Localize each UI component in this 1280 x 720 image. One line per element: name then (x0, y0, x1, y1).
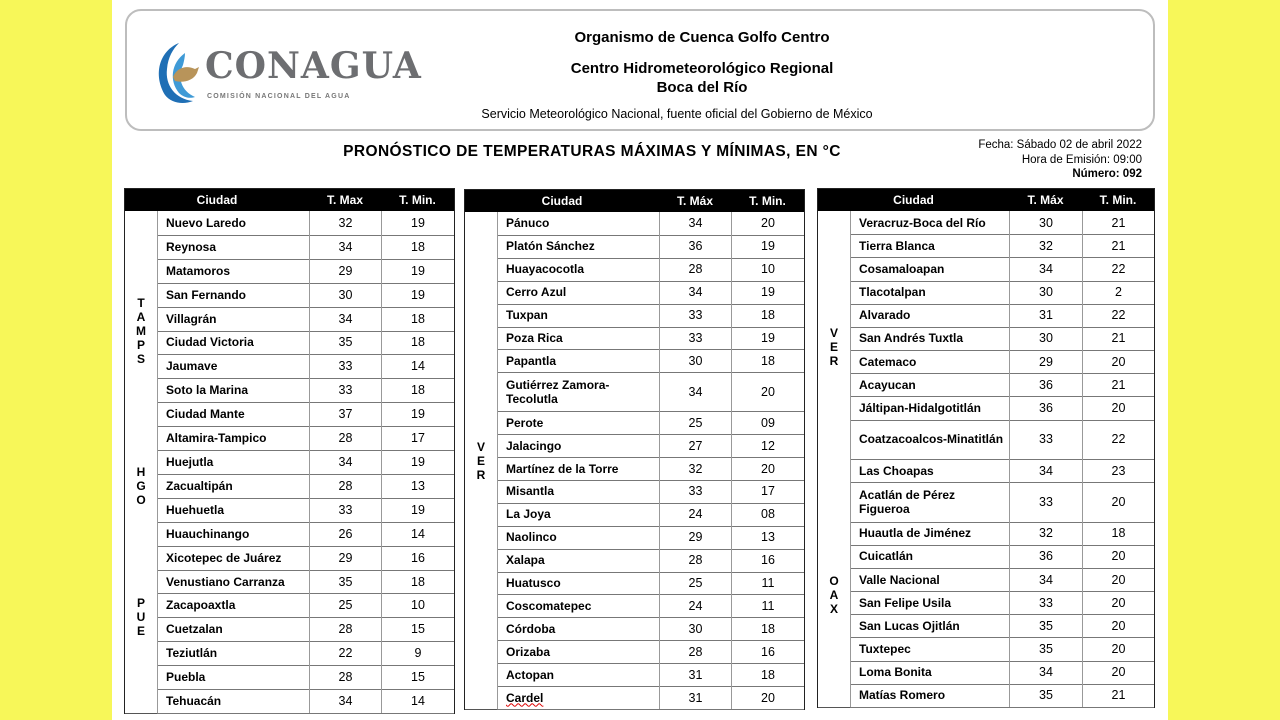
city-name: Cerro Azul (506, 285, 567, 300)
temp-max: 24 (659, 503, 731, 526)
temp-min: 19 (731, 235, 804, 258)
city-name: Actopan (506, 667, 554, 682)
city-name: Alvarado (859, 308, 911, 323)
table-row (497, 503, 804, 527)
temp-min: 20 (1082, 614, 1154, 637)
temp-min: 16 (731, 640, 804, 663)
temp-max: 33 (659, 327, 731, 350)
temp-max: 28 (659, 549, 731, 572)
city-name: Gutiérrez Zamora-Tecolutla (506, 377, 610, 406)
temp-min: 19 (381, 498, 454, 522)
city-name: Martínez de la Torre (506, 461, 619, 476)
header-tmax: T. Máx (1027, 193, 1064, 207)
temp-max: 28 (659, 640, 731, 663)
state-label: V E R (465, 212, 498, 710)
temp-max: 32 (1009, 522, 1082, 545)
city-name: Zacualtipán (166, 478, 233, 493)
temp-max: 30 (659, 617, 731, 640)
city-name: Tierra Blanca (859, 238, 935, 253)
temp-min: 19 (381, 259, 454, 283)
city-name: Villagrán (166, 311, 217, 326)
forecast-table-left (124, 188, 455, 714)
table-row (850, 420, 1154, 460)
table-row (157, 546, 454, 571)
table-row (497, 480, 804, 504)
temp-max: 34 (659, 281, 731, 304)
temp-max: 33 (659, 304, 731, 327)
temp-max: 34 (1009, 568, 1082, 591)
temp-min: 08 (731, 503, 804, 526)
table-row (497, 411, 804, 435)
temp-max: 31 (659, 663, 731, 686)
temp-max: 30 (1009, 327, 1082, 350)
city-name: Platón Sánchez (506, 239, 595, 254)
temp-min: 20 (731, 457, 804, 480)
temp-max: 33 (309, 498, 381, 522)
city-name: Orizaba (506, 644, 551, 659)
city-name: Reynosa (166, 239, 217, 254)
state-label: H G O (125, 450, 158, 523)
city-name: San Fernando (166, 287, 247, 302)
temp-min: 20 (1082, 350, 1154, 373)
table-row (157, 665, 454, 690)
city-name: Tlacotalpan (859, 285, 926, 300)
temp-min: 16 (381, 546, 454, 570)
temp-min: 21 (1082, 373, 1154, 396)
city-name: Tuxtepec (859, 642, 911, 657)
temp-max: 33 (1009, 420, 1082, 459)
temp-max: 29 (659, 526, 731, 549)
city-name: San Felipe Usila (859, 595, 952, 610)
temp-min: 20 (1082, 482, 1154, 521)
table-row (157, 402, 454, 427)
city-name: Matías Romero (859, 688, 946, 703)
table-row (157, 617, 454, 642)
temp-max: 25 (659, 411, 731, 434)
logo-wordmark: CONAGUA (205, 45, 422, 87)
temp-min: 2 (1082, 281, 1154, 304)
city-name: Teziutlán (166, 646, 218, 661)
issue-number: Número: 092 (1072, 168, 1142, 180)
temp-max: 32 (1009, 234, 1082, 257)
issue-date: Fecha: Sábado 02 de abril 2022 (978, 139, 1142, 151)
city-name: Huauchinango (166, 526, 250, 541)
temp-min: 18 (731, 617, 804, 640)
header-city: Ciudad (541, 194, 583, 208)
temp-max: 28 (309, 474, 381, 498)
service-tagline: Servicio Meteorológico Nacional, fuente oficial del Gobierno de México (481, 107, 873, 121)
table-row (850, 637, 1154, 661)
table-row (497, 526, 804, 550)
table-row (157, 426, 454, 451)
table-header (465, 190, 804, 212)
temp-max: 34 (659, 212, 731, 235)
city-name: Nuevo Laredo (166, 215, 247, 230)
temp-min: 18 (731, 663, 804, 686)
city-name: Coatzacoalcos-Minatitlán (859, 432, 1004, 447)
center-location: Boca del Río (656, 79, 748, 96)
temp-min: 13 (731, 526, 804, 549)
table-row (157, 522, 454, 547)
temp-min: 19 (381, 402, 454, 426)
city-name: Perote (506, 415, 544, 430)
city-name: Naolinco (506, 530, 557, 545)
document-sheet (112, 0, 1168, 720)
temp-min: 14 (381, 689, 454, 713)
table-row (497, 349, 804, 373)
temp-min: 20 (731, 372, 804, 411)
city-name: Valle Nacional (859, 572, 940, 587)
table-row (850, 614, 1154, 638)
city-name: Pánuco (506, 216, 550, 231)
table-row (497, 572, 804, 596)
temp-min: 23 (1082, 459, 1154, 482)
table-row (497, 434, 804, 458)
city-name: Jaumave (166, 359, 218, 374)
city-name: Tehuacán (166, 694, 222, 709)
header-tmax: T. Máx (676, 194, 713, 208)
temp-max: 33 (309, 378, 381, 402)
temp-min: 12 (731, 434, 804, 457)
temp-min: 14 (381, 354, 454, 378)
temp-min: 18 (381, 570, 454, 594)
table-row (497, 617, 804, 641)
table-row (850, 304, 1154, 328)
table-row (497, 258, 804, 282)
table-row (497, 594, 804, 618)
temp-min: 19 (381, 450, 454, 474)
table-row (157, 570, 454, 595)
city-name: Puebla (166, 670, 206, 685)
temp-min: 22 (1082, 420, 1154, 459)
city-name: Xalapa (506, 553, 545, 568)
city-name: Zacapoaxtla (166, 598, 236, 613)
city-name: Poza Rica (506, 330, 563, 345)
table-header (125, 189, 454, 211)
temp-min: 14 (381, 522, 454, 546)
table-row (497, 549, 804, 573)
temp-min: 18 (381, 378, 454, 402)
header-tmax: T. Max (326, 193, 363, 207)
temp-min: 11 (731, 572, 804, 595)
temp-min: 10 (381, 593, 454, 617)
city-name: Jalacingo (506, 438, 562, 453)
temp-min: 20 (1082, 568, 1154, 591)
table-row (157, 259, 454, 284)
city-name: Loma Bonita (859, 665, 932, 680)
table-row (497, 372, 804, 412)
temp-min: 21 (1082, 327, 1154, 350)
table-row (850, 482, 1154, 522)
temp-max: 34 (309, 307, 381, 331)
temp-max: 29 (309, 546, 381, 570)
city-name: Huejutla (166, 454, 214, 469)
city-name: Cuetzalan (166, 622, 223, 637)
temp-max: 36 (1009, 545, 1082, 568)
temp-min: 18 (731, 349, 804, 372)
state-label: O A X (818, 482, 851, 708)
temp-min: 15 (381, 665, 454, 689)
temp-max: 28 (659, 258, 731, 281)
temp-max: 27 (659, 434, 731, 457)
table-row (157, 641, 454, 666)
header-box (125, 9, 1155, 131)
city-name: Córdoba (506, 621, 556, 636)
city-name: Misantla (506, 484, 555, 499)
city-name: Huayacocotla (506, 262, 585, 277)
temp-min: 18 (381, 331, 454, 355)
temp-min: 16 (731, 549, 804, 572)
temp-max: 30 (659, 349, 731, 372)
city-name: Acatlán de Pérez Figueroa (859, 487, 956, 516)
table-row (497, 457, 804, 481)
temp-max: 36 (659, 235, 731, 258)
city-name: Coscomatepec (506, 598, 592, 613)
city-name: Soto la Marina (166, 383, 249, 398)
temp-max: 29 (309, 259, 381, 283)
table-row (497, 212, 804, 236)
header-city: Ciudad (196, 193, 238, 207)
city-name: Tuxpan (506, 308, 548, 323)
temp-max: 36 (1009, 396, 1082, 419)
temp-max: 24 (659, 594, 731, 617)
temp-max: 35 (1009, 637, 1082, 660)
temp-min: 9 (381, 641, 454, 665)
table-row (850, 234, 1154, 258)
table-row (157, 283, 454, 308)
table-row (157, 235, 454, 260)
city-name: Cardel (506, 690, 544, 705)
temp-max: 34 (1009, 459, 1082, 482)
temp-min: 22 (1082, 304, 1154, 327)
temp-min: 20 (1082, 545, 1154, 568)
temp-max: 26 (309, 522, 381, 546)
city-name: Huatusco (506, 576, 561, 591)
center-name: Centro Hidrometeorológico Regional (570, 60, 834, 77)
temp-min: 19 (381, 283, 454, 307)
temp-min: 21 (1082, 211, 1154, 234)
temp-max: 22 (309, 641, 381, 665)
city-name: La Joya (506, 507, 551, 522)
temp-min: 21 (1082, 234, 1154, 257)
temp-max: 31 (1009, 304, 1082, 327)
temp-min: 19 (731, 327, 804, 350)
table-row (157, 450, 454, 475)
table-header (818, 189, 1154, 211)
city-name: Cosamaloapan (859, 261, 945, 276)
header-tmin: T. Min. (399, 193, 436, 207)
table-row (497, 663, 804, 687)
forecast-table-middle (464, 189, 805, 710)
temp-min: 17 (731, 480, 804, 503)
table-row (850, 661, 1154, 685)
temp-min: 17 (381, 426, 454, 450)
temp-max: 28 (309, 617, 381, 641)
temp-min: 11 (731, 594, 804, 617)
temp-min: 13 (381, 474, 454, 498)
temp-max: 34 (1009, 257, 1082, 280)
temp-min: 18 (381, 307, 454, 331)
issue-time: Hora de Emisión: 09:00 (1021, 154, 1142, 166)
temp-min: 20 (731, 212, 804, 235)
table-row (850, 396, 1154, 420)
temp-max: 30 (1009, 211, 1082, 234)
table-row (850, 459, 1154, 483)
city-name: Catemaco (859, 354, 917, 369)
temp-max: 29 (1009, 350, 1082, 373)
temp-max: 33 (1009, 591, 1082, 614)
city-name: Veracruz-Boca del Río (859, 215, 986, 230)
table-row (850, 257, 1154, 281)
city-name: Huehuetla (166, 502, 225, 517)
table-row (497, 327, 804, 351)
temp-min: 20 (1082, 396, 1154, 419)
temp-max: 31 (659, 686, 731, 709)
temp-max: 36 (1009, 373, 1082, 396)
temp-max: 25 (309, 593, 381, 617)
temp-min: 09 (731, 411, 804, 434)
temp-max: 35 (309, 331, 381, 355)
temp-min: 18 (731, 304, 804, 327)
temp-max: 30 (309, 283, 381, 307)
temp-min: 20 (1082, 591, 1154, 614)
city-name: Cuicatlán (859, 549, 914, 564)
table-row (157, 689, 454, 714)
temp-max: 34 (309, 450, 381, 474)
header-tmin: T. Min. (1099, 193, 1137, 207)
city-name: Venustiano Carranza (166, 574, 285, 589)
table-row (850, 684, 1154, 708)
temp-max: 35 (1009, 614, 1082, 637)
temp-min: 15 (381, 617, 454, 641)
table-row (497, 686, 804, 710)
temp-min: 21 (1082, 684, 1154, 707)
temp-max: 30 (1009, 281, 1082, 304)
city-name: San Andrés Tuxtla (859, 331, 964, 346)
temp-max: 35 (1009, 684, 1082, 707)
temp-max: 32 (659, 457, 731, 480)
page-title: PRONÓSTICO DE TEMPERATURAS MÁXIMAS Y MÍNIMAS, EN °C (343, 143, 841, 160)
state-label: V E R (818, 211, 851, 483)
city-name: Matamoros (166, 263, 231, 278)
temp-min: 10 (731, 258, 804, 281)
table-row (850, 281, 1154, 305)
temp-max: 35 (309, 570, 381, 594)
table-row (157, 498, 454, 523)
city-name: Acayucan (859, 377, 916, 392)
temp-min: 18 (1082, 522, 1154, 545)
temp-min: 20 (1082, 661, 1154, 684)
temp-max: 34 (659, 372, 731, 411)
table-row (157, 354, 454, 379)
city-name: Ciudad Mante (166, 407, 245, 422)
city-name: Papantla (506, 353, 557, 368)
table-row (850, 327, 1154, 351)
table-row (497, 304, 804, 328)
table-row (497, 235, 804, 259)
temp-max: 34 (309, 235, 381, 259)
table-row (157, 211, 454, 236)
temp-min: 20 (731, 686, 804, 709)
city-name: Ciudad Victoria (166, 335, 254, 350)
temp-max: 28 (309, 665, 381, 689)
table-row (850, 211, 1154, 235)
temp-max: 33 (309, 354, 381, 378)
table-row (850, 591, 1154, 615)
city-name: Jáltipan-Hidalgotitlán (859, 400, 982, 415)
table-row (497, 281, 804, 305)
table-row (850, 373, 1154, 397)
header-tmin: T. Min. (749, 194, 786, 208)
temp-min: 20 (1082, 637, 1154, 660)
city-name: Las Choapas (859, 463, 934, 478)
temp-min: 19 (381, 211, 454, 235)
organism-name: Organismo de Cuenca Golfo Centro (574, 29, 830, 46)
conagua-emblem-icon (149, 37, 205, 107)
temp-max: 37 (309, 402, 381, 426)
temp-max: 33 (659, 480, 731, 503)
conagua-logo (149, 37, 422, 107)
city-name: Xicotepec de Juárez (166, 550, 282, 565)
table-row (157, 331, 454, 356)
city-name: Altamira-Tampico (166, 431, 267, 446)
forecast-table-right (817, 188, 1155, 708)
temp-max: 34 (1009, 661, 1082, 684)
table-row (157, 593, 454, 618)
table-row (850, 568, 1154, 592)
temp-max: 28 (309, 426, 381, 450)
city-name: Huautla de Jiménez (859, 526, 972, 541)
table-row (157, 474, 454, 499)
temp-min: 18 (381, 235, 454, 259)
temp-min: 22 (1082, 257, 1154, 280)
table-row (157, 378, 454, 403)
state-label: P U E (125, 522, 158, 714)
table-row (497, 640, 804, 664)
table-row (157, 307, 454, 332)
temp-max: 25 (659, 572, 731, 595)
temp-min: 19 (731, 281, 804, 304)
temp-max: 32 (309, 211, 381, 235)
city-name: San Lucas Ojitlán (859, 618, 960, 633)
table-row (850, 545, 1154, 569)
temp-max: 34 (309, 689, 381, 713)
table-row (850, 522, 1154, 546)
logo-subtitle: COMISIÓN NACIONAL DEL AGUA (207, 93, 351, 100)
table-row (850, 350, 1154, 374)
temp-max: 33 (1009, 482, 1082, 521)
state-label: T A M P S (125, 211, 158, 451)
header-city: Ciudad (893, 193, 934, 207)
